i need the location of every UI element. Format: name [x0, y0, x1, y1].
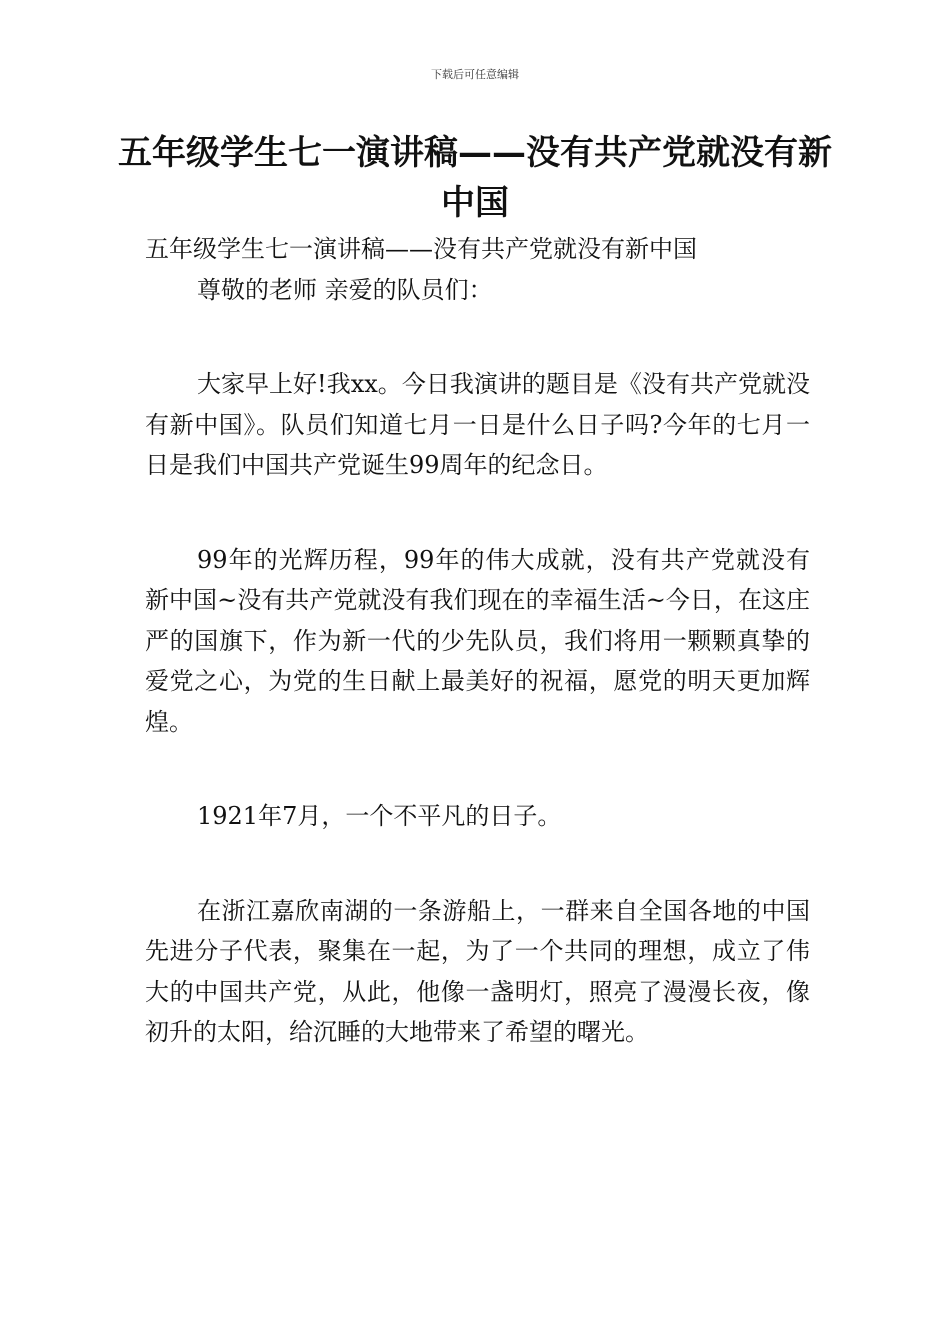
- paragraph-3: 1921年7月，一个不平凡的日子。: [197, 802, 562, 830]
- paragraph-2: 99年的光辉历程，99年的伟大成就，没有共产党就没有新中国~没有共产党就没有我们现在的幸福生活~今日，在这庄严的国旗下，作为新一代的少先队员，我们将用一颗颗真挚的爱党之心，为党的生日献上最美好的祝福，愿党的明天更加辉煌。: [145, 545, 810, 736]
- document-body: [145, 229, 810, 1053]
- paragraph-4: 在浙江嘉欣南湖的一条游船上，一群来自全国各地的中国先进分子代表，聚集在一起，为了一个共同的理想，成立了伟大的中国共产党，从此，他像一盏明灯，照亮了漫漫长夜，像初升的太阳，给沉睡的大地带来了希望的曙光。: [145, 896, 810, 1046]
- header-note: 下载后可任意编辑: [431, 68, 519, 81]
- document-subtitle: 五年级学生七一演讲稿——没有共产党就没有新中国: [145, 235, 697, 263]
- paragraph-1: 大家早上好!我xx。今日我演讲的题目是《没有共产党就没有新中国》。队员们知道七月一日是什么日子吗?今年的七月一日是我们中国共产党诞生99周年的纪念日。: [145, 370, 810, 479]
- document-title: 五年级学生七一演讲稿——没有共产党就没有新中国: [118, 133, 832, 223]
- salutation: 尊敬的老师 亲爱的队员们：: [197, 275, 493, 304]
